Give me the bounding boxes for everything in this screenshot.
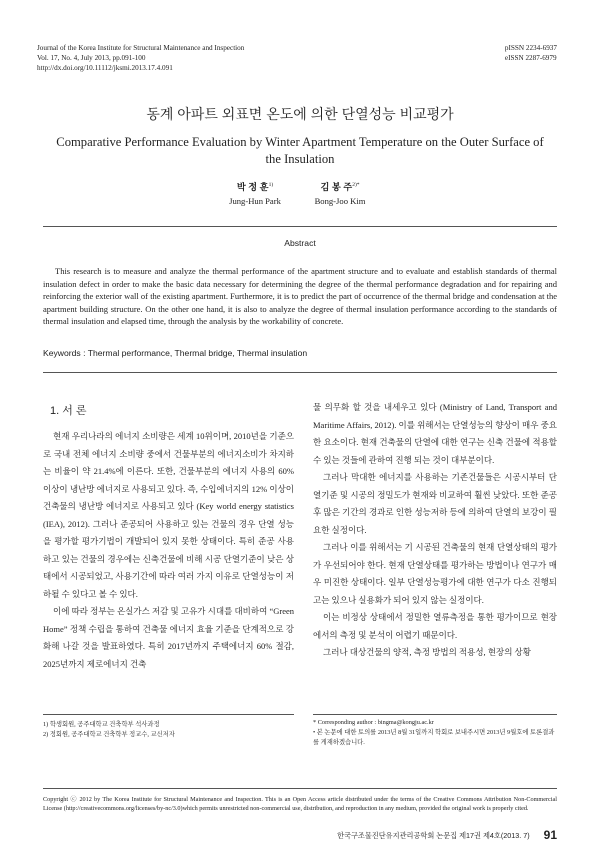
paragraph: 그러나 대상건물의 양적, 측정 방법의 적용성, 현장의 상황 bbox=[323, 647, 531, 657]
corresponding-author: * Corresponding author : bingma@kongju.ac.kr bbox=[313, 719, 434, 726]
journal-volume: Vol. 17, No. 4, July 2013, pp.091-100 bbox=[37, 54, 146, 62]
abstract-bottom-rule bbox=[43, 372, 557, 373]
page-footer bbox=[337, 828, 557, 842]
author-2-name-ko: 김 봉 주 bbox=[320, 181, 353, 192]
paragraph: 그러나 막대한 에너지를 사용하는 기존건물들은 시공시부터 단열기준 및 시공의 정밀도가 현재와 비교하여 훨씬 낮았다. 또한 준공 후 많은 기간의 경과로 인한 성능저하 등에 의하여 단열의 보강이 필요한 실정이다. bbox=[313, 472, 557, 535]
footnote: 1) 학생회원, 공주대학교 건축학부 석사과정 bbox=[43, 721, 160, 728]
keywords: Keywords : Thermal performance, Thermal bridge, Thermal insulation bbox=[43, 348, 308, 358]
discussion-note: • 본 논문에 대한 토의를 2013년 8월 31일까지 학회로 보내주시면 2013년 9월호에 토론결과를 게재하겠습니다. bbox=[313, 729, 555, 746]
eissn: eISSN 2287-6979 bbox=[504, 54, 557, 62]
title-korean: 동계 아파트 외표면 온도에 의한 단열성능 비교평가 bbox=[146, 106, 454, 122]
paragraph: 이에 따라 정부는 온실가스 저감 및 고유가 시대를 대비하여 “Green Home” 정책 수립을 통하여 건축물 에너지 효율 기준을 단계적으로 강화해 나갈 것을 발표하였다. 특히 2017년까지 주택에너지 60% 절감, 2025년까지 제로에너지 건축 bbox=[43, 606, 294, 669]
copyright-notice: Copyright ⓒ 2012 by The Korea Institute for Structural Maintenance and Inspection. This is an Open Access article distributed under the terms of the Creative Commons Attribution Non-Commercial License (http://creativecommons.org/licenses/by-nc/3.0)which permits unrestricted non-commercial use, distribution, and reproduction in any medium, provided the original work is properly cited. bbox=[43, 796, 557, 813]
pissn: pISSN 2234-6937 bbox=[504, 44, 557, 52]
abstract-heading: Abstract bbox=[284, 238, 316, 248]
abstract-top-rule bbox=[43, 226, 557, 227]
author-2-mark: 2)* bbox=[352, 182, 360, 188]
footnotes-right bbox=[313, 718, 557, 748]
paragraph: 그러나 이를 위해서는 기 시공된 건축물의 현재 단열상태의 평가가 우선되어야 한다. 현재 단열상태를 평가하는 방법이나 연구가 매우 미진한 상태이다. 일부 단열성능평가에 대한 연구가 다소 진행되고는 있으나 실용화가 되어 있지 않는 실정이다. bbox=[313, 542, 557, 605]
title-english: Comparative Performance Evaluation by Winter Apartment Temperature on the Outer Surface of the Insulation bbox=[56, 135, 544, 166]
journal-header bbox=[37, 43, 244, 73]
paragraph: 현재 우리나라의 에너지 소비량은 세계 10위이며, 2010년을 기준으로 국내 전체 에너지 소비량 중에서 건물부분의 에너지소비가 차지하는 비율이 약 21.4%에 이른다. 또한, 건물부분의 에너지 사용의 60% 이상이 냉난방 에너지로 사용되고 있다. 즉, 수입에너지의 12% 이상이 건축물의 냉난방 에너지로 사용되고 있다 (Key world energy statistics (IEA), 2012). 그러나 준공되어 사용하고 있는 건물의 경우 단열 성능을 평가할 평가기법이 개발되어 있지 못한 상태이다. 특히 준공 사용하고 있는 건물의 경우에는 신축건물에 비해 시공 단열기준이 낮은 상태에서 시공되었고, 사용기간에 따라 여러 가지 이유로 단열성능이 저하될 수 있다고 볼 수 있다. bbox=[43, 431, 294, 599]
author-2 bbox=[300, 178, 380, 208]
right-column bbox=[313, 399, 557, 662]
paragraph: 이는 비정상 상태에서 정밀한 열류측정을 통한 평가이므로 현장에서의 측정 및 분석이 어렵기 때문이다. bbox=[313, 612, 557, 640]
copyright-rule bbox=[43, 788, 557, 789]
left-column bbox=[43, 428, 294, 673]
issn-block bbox=[505, 43, 557, 63]
author-1 bbox=[215, 178, 295, 208]
footnotes-left bbox=[43, 720, 294, 740]
page-number: 91 bbox=[543, 828, 557, 842]
author-1-name-en: Jung-Hun Park bbox=[229, 195, 281, 206]
author-1-name-ko: 박 정 훈 bbox=[236, 181, 269, 192]
footnote: 2) 정회원, 공주대학교 건축학부 정교수, 교신저자 bbox=[43, 731, 175, 738]
footnote-rule-right bbox=[313, 714, 557, 715]
author-2-name-en: Bong-Joo Kim bbox=[314, 195, 366, 206]
author-1-mark: 1) bbox=[268, 182, 274, 188]
journal-name: Journal of the Korea Institute for Structural Maintenance and Inspection bbox=[37, 44, 245, 52]
footer-journal: 한국구조물진단유지관리공학회 논문집 제17권 제4호(2013. 7) bbox=[337, 831, 530, 840]
journal-doi[interactable]: http://dx.doi.org/10.11112/jksmi.2013.17.4.091 bbox=[37, 64, 173, 72]
abstract-text: This research is to measure and analyze the thermal performance of the apartment structure and to evaluate and establish standards of thermal insulation defect in order to make the basic data necessary for determining the degree of the thermal performance degradation and for repairing and reinforcing the exterior wall of the existing apartment. Furthermore, it is to predict the part of occurrence of the thermal bridge and condensation at the apartment building structure. On the other one hand, it is also to analyze the degree of thermal insulation performance according to the standards of thermal insulation and elapsed time, through the analysis by the workability of concrete. bbox=[43, 266, 557, 327]
section-title: 1. 서 론 bbox=[50, 405, 87, 417]
footnote-rule-left bbox=[43, 714, 294, 715]
paragraph: 물 의무화 할 것을 내세우고 있다 (Ministry of Land, Transport and Maritime Affairs, 2012). 이를 위해서는 단열성능의 향상이 매우 중요한 요소이다. 현재 건축물의 단열에 대한 연구는 신축 건물에 적용할 수 있는 것들에 관하여 진행 되는 것이 대부분이다. bbox=[313, 402, 557, 465]
